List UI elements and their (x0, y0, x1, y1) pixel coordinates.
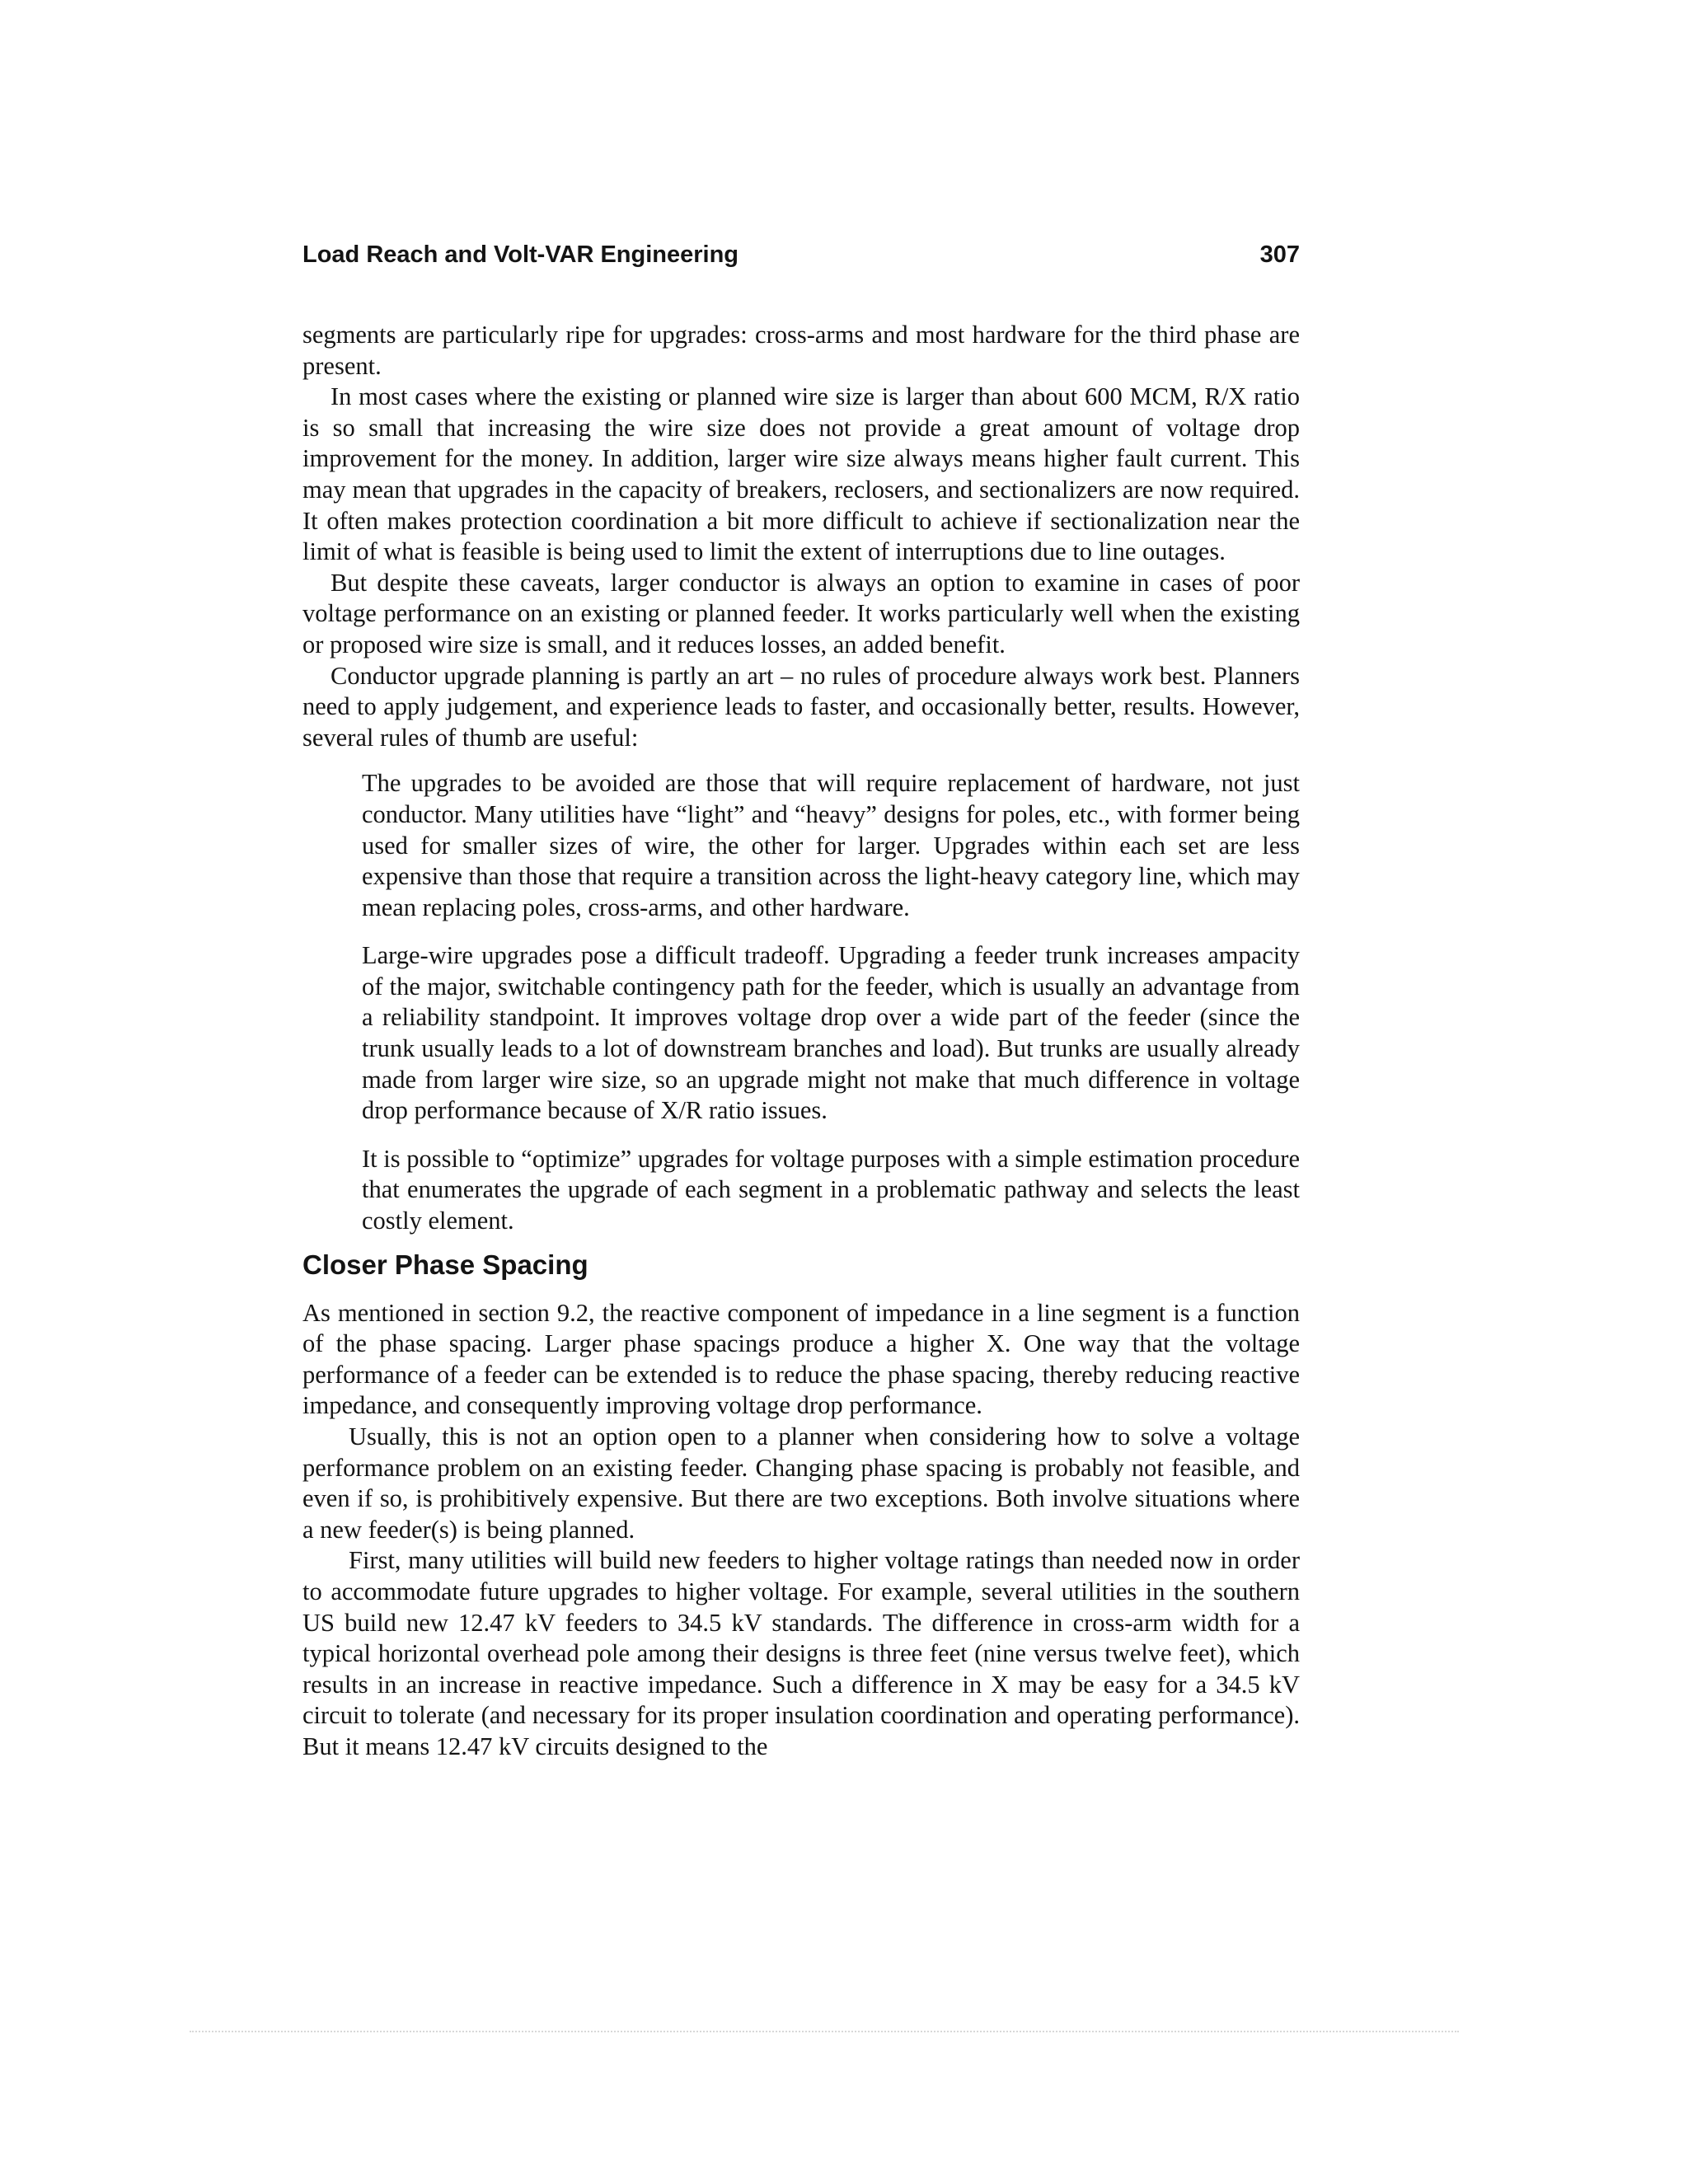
running-head (302, 236, 1300, 274)
paragraph-exceptions: Usually, this is not an option open to a planner when considering how to solve a voltage performance problem on an existing feeder. Changing phase spacing is probably not feasible, and even if so, is prohibitively expensive. But there are two exceptions. Both involve situations where a new feeder(s) is being planned. (302, 1422, 1300, 1544)
paragraph-continuation: segments are particularly ripe for upgrades: cross-arms and most hardware for the third phase are present. (302, 321, 1300, 380)
section-heading: Closer Phase Spacing (302, 1249, 588, 1280)
paragraph-wire-size: In most cases where the existing or planned wire size is larger than about 600 MCM, R/X ratio is so small that increasing the wire size does not provide a great amount of voltage drop improvement for the money. In addition, larger wire size always means higher fault current. This may mean that upgrades in the capacity of breakers, reclosers, and sectionalizers are now required. It often makes protection coordination a bit more difficult to achieve if sectionalization near the limit of what is feasible is being used to limit the extent of interruptions due to line outages. (302, 382, 1300, 566)
scan-artifact-line (190, 2031, 1459, 2036)
paragraph-upgrade-planning: Conductor upgrade planning is partly an art – no rules of procedure always work best. Planners need to apply judgement, and experience leads to faster, and occasionally better, results. However, several rules of thumb are useful: (302, 661, 1300, 752)
page-number: 307 (1259, 241, 1300, 268)
rule-item: It is possible to “optimize” upgrades for voltage purposes with a simple estimation procedure that enumerates the upgrade of each segment in a problematic pathway and selects the least costly element. (362, 1144, 1300, 1235)
paragraph-caveats: But despite these caveats, larger conductor is always an option to examine in cases of poor voltage performance on an existing or planned feeder. It works particularly well when the existing or proposed wire size is small, and it reduces losses, an added benefit. (302, 568, 1300, 658)
paragraph-phase-spacing: As mentioned in section 9.2, the reactive component of impedance in a line segment is a function of the phase spacing. Larger phase spacings produce a higher X. One way that the voltage performance of a feeder can be extended is to reduce the phase spacing, thereby reducing reactive impedance, and consequently improving voltage drop performance. (302, 1298, 1300, 1420)
page-body (302, 320, 1300, 1763)
rule-item: Large-wire upgrades pose a difficult tradeoff. Upgrading a feeder trunk increases ampacity of the major, switchable contingency path for the feeder, which is usually an advantage from a reliability standpoint. It improves voltage drop over a wide part of the feeder (since the trunk usually leads to a lot of downstream branches and load). But trunks are usually already made from larger wire size, so an upgrade might not make that much difference in voltage drop performance because of X/R ratio issues. (362, 941, 1300, 1125)
rules-of-thumb-list (362, 768, 1300, 1236)
chapter-title: Load Reach and Volt-VAR Engineering (302, 241, 739, 268)
rule-item: The upgrades to be avoided are those that will require replacement of hardware, not just conductor. Many utilities have “light” and “heavy” designs for poles, etc., with former being used for smaller sizes of wire, the other for larger. Upgrades within each set are less expensive than those that require a transition across the light-heavy category line, which may mean replacing poles, cross-arms, and other hardware. (362, 769, 1300, 921)
paragraph-higher-voltage: First, many utilities will build new feeders to higher voltage ratings than needed now in order to accommodate future upgrades to higher voltage. For example, several utilities in the southern US build new 12.47 kV feeders to 34.5 kV standards. The difference in cross-arm width for a typical horizontal overhead pole among their designs is three feet (nine versus twelve feet), which results in an increase in reactive impedance. Such a difference in X may be easy for a 34.5 kV circuit to tolerate (and necessary for its proper insulation coordination and operating performance). But it means 12.47 kV circuits designed to the (302, 1546, 1300, 1760)
